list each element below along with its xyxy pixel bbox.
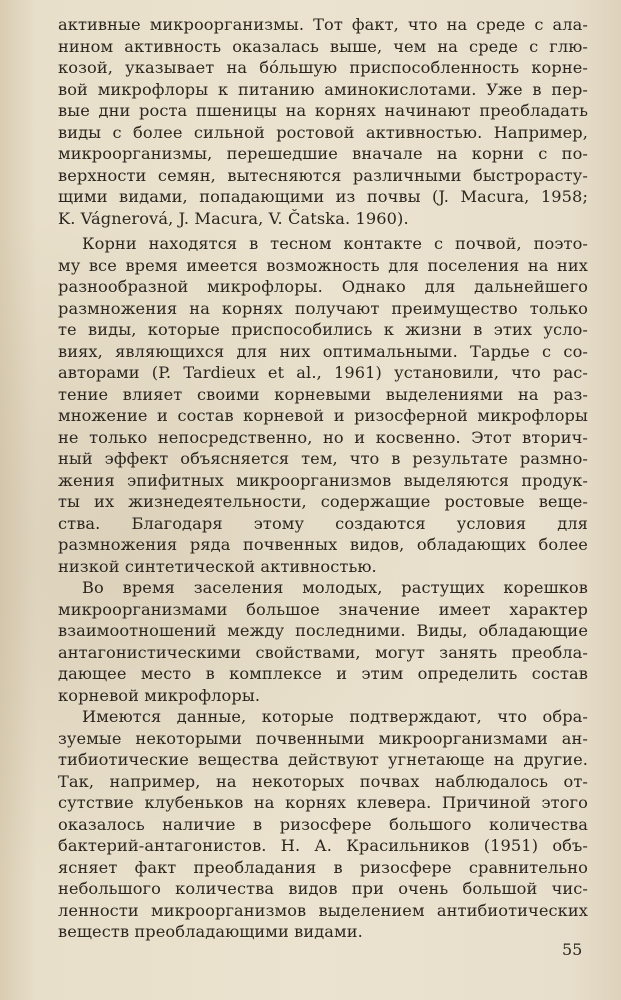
text-line: Корни находятся в тесном контакте с почвой, поэто-: [82, 234, 588, 253]
text-line: небольшого количества видов при очень большой чис-: [58, 879, 588, 898]
paragraph: [58, 233, 588, 577]
text-line: Так, например, на некоторых почвах наблюдалось от-: [58, 771, 588, 791]
text-line: тение влияет своими корневыми выделениями на раз-: [58, 384, 588, 404]
text-line: дающее место в комплексе и этим определить состав: [58, 664, 588, 683]
text-line: бактерий-антагонистов. Н. А. Красильников (1951) объ-: [58, 836, 588, 855]
text-line: вой микрофлоры к питанию аминокислотами. Уже в пер-: [58, 79, 588, 99]
text-line: оказалось наличие в ризосфере большого количества: [58, 814, 588, 834]
text-line: му все время имеется возможность для поселения на них: [58, 255, 588, 275]
text-line: веществ преобладающими видами.: [58, 922, 363, 941]
text-line: авторами (P. Tardieux et al., 1961) установили, что рас-: [58, 363, 588, 382]
text-line: ты их жизнедеятельности, содержащие ростовые веще-: [58, 492, 588, 511]
text-line: взаимоотношений между последними. Виды, обладающие: [58, 621, 588, 640]
text-line: ленности микроорганизмов выделением антибиотических: [58, 900, 588, 920]
text-line: микроорганизмы, перешедшие вначале на корни с по-: [58, 144, 588, 163]
text-line: K. Vágnerová, J. Macura, V. Čatska. 1960).: [58, 208, 409, 228]
text-line: размножения на корнях получают преимущество только: [58, 298, 588, 318]
text-line: корневой микрофлоры.: [58, 685, 261, 705]
page-number: 55: [562, 940, 583, 959]
text-line: размножения ряда почвенных видов, обладающих более: [58, 535, 588, 554]
text-line: антагонистическими свойствами, могут занять преобла-: [58, 642, 588, 662]
paragraph: [58, 577, 588, 706]
text-line: виды с более сильной ростовой активностью. Например,: [58, 122, 588, 142]
text-line: виях, являющихся для них оптимальными. Тардье с со-: [58, 341, 588, 361]
text-line: зуемые некоторыми почвенными микроорганизмами ан-: [58, 728, 588, 748]
text-line: разнообразной микрофлоры. Однако для дальнейшего: [58, 277, 588, 296]
text-line: ства. Благодаря этому создаются условия для: [58, 513, 588, 533]
paragraph: [58, 14, 588, 229]
text-line: сутствие клубеньков на корнях клевера. Причиной этого: [58, 793, 588, 812]
text-line: жения эпифитных микроорганизмов выделяются продук-: [58, 470, 588, 490]
text-line: низкой синтетической активностью.: [58, 556, 377, 576]
text-line: активные микроорганизмы. Тот факт, что на среде с ала-: [58, 15, 588, 34]
body-text: [58, 14, 588, 943]
text-line: Имеются данные, которые подтверждают, что обра-: [82, 707, 588, 726]
text-line: щими видами, попадающими из почвы (J. Macura, 1958;: [58, 187, 588, 206]
text-line: тибиотические вещества действуют угнетающе на другие.: [58, 750, 588, 769]
text-line: вые дни роста пшеницы на корнях начинают преобладать: [58, 101, 588, 120]
text-line: верхности семян, вытесняются различными быстрорасту-: [58, 165, 588, 185]
text-line: Во время заселения молодых, растущих корешков: [82, 578, 588, 597]
text-line: микроорганизмами большое значение имеет характер: [58, 599, 588, 619]
text-line: ясняет факт преобладания в ризосфере сравнительно: [58, 857, 588, 877]
text-line: нином активность оказалась выше, чем на среде с глю-: [58, 36, 588, 56]
text-line: множение и состав корневой и ризосферной микрофлоры: [58, 406, 588, 425]
text-line: козой, указывает на бóльшую приспособленность корне-: [58, 58, 588, 77]
paragraph: [58, 706, 588, 943]
text-line: не только непосредственно, но и косвенно. Этот вторич-: [58, 427, 588, 447]
text-line: ный эффект объясняется тем, что в результате размно-: [58, 449, 588, 468]
text-line: те виды, которые приспособились к жизни в этих усло-: [58, 320, 588, 339]
